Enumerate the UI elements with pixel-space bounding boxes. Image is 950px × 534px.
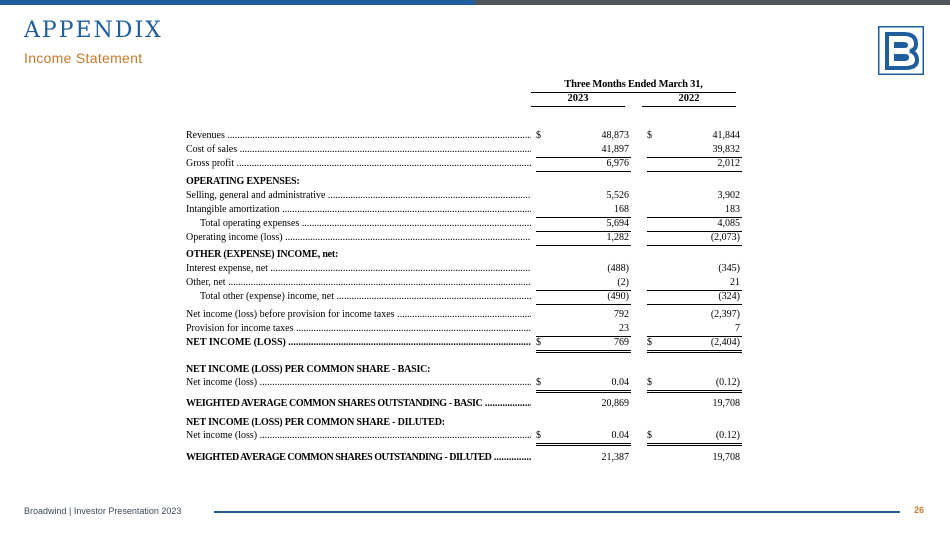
row-basic-shares bbox=[186, 398, 738, 412]
page-subtitle: Income Statement bbox=[24, 50, 143, 66]
section-heading-other-income: OTHER (EXPENSE) INCOME, net: bbox=[186, 249, 339, 260]
value-2023: 21,387 bbox=[601, 452, 629, 463]
column-header-2023: 2023 bbox=[531, 93, 625, 107]
row-label: Selling, general and administrative ..... bbox=[186, 190, 531, 201]
value-2023: 0.04 bbox=[611, 430, 629, 441]
value-2022: 2,012 bbox=[717, 158, 740, 169]
value-2023: (2) bbox=[617, 277, 629, 288]
row-sga bbox=[186, 190, 738, 204]
row-label: Operating income (loss) ..... bbox=[186, 232, 531, 243]
value-2022: 19,708 bbox=[712, 398, 740, 409]
page-title: APPENDIX bbox=[24, 18, 163, 43]
row-diluted-shares bbox=[186, 452, 738, 466]
row-basic-eps bbox=[186, 377, 738, 391]
currency-symbol: $ bbox=[536, 130, 541, 141]
currency-symbol: $ bbox=[536, 337, 541, 348]
row-label: Net income (loss) ..... bbox=[186, 430, 531, 441]
value-2023: 769 bbox=[614, 337, 629, 348]
value-2023: 6,976 bbox=[606, 158, 629, 169]
value-2022: (2,397) bbox=[710, 309, 740, 320]
value-2022: (0.12) bbox=[715, 377, 740, 388]
row-label: Intangible amortization ..... bbox=[186, 204, 531, 215]
row-diluted-eps bbox=[186, 430, 738, 444]
row-label: NET INCOME (LOSS) ..... bbox=[186, 337, 531, 348]
value-2022: (345) bbox=[718, 263, 740, 274]
row-pretax-income bbox=[186, 309, 738, 323]
value-2023: 41,897 bbox=[601, 144, 629, 155]
row-label: Net income (loss) ..... bbox=[186, 377, 531, 388]
row-label: WEIGHTED AVERAGE COMMON SHARES OUTSTANDING - DILUTED ..... bbox=[186, 452, 531, 463]
row-cost-of-sales bbox=[186, 144, 738, 158]
value-2023: 23 bbox=[619, 323, 629, 334]
value-2022: (2,073) bbox=[710, 232, 740, 243]
row-total-operating-expenses bbox=[186, 218, 738, 232]
row-operating-income bbox=[186, 232, 738, 246]
value-2022: 3,902 bbox=[717, 190, 740, 201]
section-heading-basic-eps: NET INCOME (LOSS) PER COMMON SHARE - BASIC: bbox=[186, 364, 431, 375]
value-2022: 39,832 bbox=[712, 144, 740, 155]
value-2023: 20,869 bbox=[601, 398, 629, 409]
value-2022: 21 bbox=[730, 277, 740, 288]
value-2022: 19,708 bbox=[712, 452, 740, 463]
footer-text: Broadwind | Investor Presentation 2023 bbox=[24, 506, 182, 516]
currency-symbol: $ bbox=[647, 377, 652, 388]
row-label: Gross profit ..... bbox=[186, 158, 531, 169]
page-number: 26 bbox=[914, 505, 925, 515]
value-2022: 183 bbox=[725, 204, 740, 215]
row-label: Total other (expense) income, net ..... bbox=[186, 291, 531, 302]
currency-symbol: $ bbox=[647, 130, 652, 141]
value-2023: 5,526 bbox=[606, 190, 629, 201]
value-2023: 48,873 bbox=[601, 130, 629, 141]
row-total-other bbox=[186, 291, 738, 305]
value-2022: (0.12) bbox=[715, 430, 740, 441]
value-2022: (324) bbox=[718, 291, 740, 302]
value-2022: 4,085 bbox=[717, 218, 740, 229]
value-2023: (488) bbox=[607, 263, 629, 274]
top-accent-bar-gray bbox=[475, 0, 950, 5]
currency-symbol: $ bbox=[536, 377, 541, 388]
row-label: Cost of sales ..... bbox=[186, 144, 531, 155]
row-label: WEIGHTED AVERAGE COMMON SHARES OUTSTANDING - BASIC ..... bbox=[186, 398, 531, 409]
column-header-2022: 2022 bbox=[642, 93, 736, 107]
top-accent-bar bbox=[0, 0, 475, 5]
row-other-net bbox=[186, 277, 738, 291]
footer-divider bbox=[214, 511, 900, 513]
currency-symbol: $ bbox=[536, 430, 541, 441]
value-2022: 7 bbox=[735, 323, 740, 334]
value-2022: (2,404) bbox=[710, 337, 740, 348]
section-heading-operating-expenses: OPERATING EXPENSES: bbox=[186, 176, 300, 187]
period-header: Three Months Ended March 31, bbox=[531, 79, 736, 93]
row-revenues bbox=[186, 130, 738, 144]
currency-symbol: $ bbox=[647, 430, 652, 441]
value-2023: 0.04 bbox=[611, 377, 629, 388]
row-interest-expense bbox=[186, 263, 738, 277]
row-income-taxes bbox=[186, 323, 738, 337]
value-2023: 792 bbox=[614, 309, 629, 320]
row-label: Other, net ..... bbox=[186, 277, 531, 288]
row-intangible-amortization bbox=[186, 204, 738, 218]
value-2023: (490) bbox=[607, 291, 629, 302]
value-2023: 168 bbox=[614, 204, 629, 215]
row-label: Provision for income taxes ..... bbox=[186, 323, 531, 334]
row-label: Total operating expenses ..... bbox=[186, 218, 531, 229]
section-heading-diluted-eps: NET INCOME (LOSS) PER COMMON SHARE - DILUTED: bbox=[186, 417, 445, 428]
value-2023: 1,282 bbox=[606, 232, 629, 243]
row-label: Revenues ..... bbox=[186, 130, 531, 141]
value-2022: 41,844 bbox=[712, 130, 740, 141]
row-gross-profit bbox=[186, 158, 738, 172]
currency-symbol: $ bbox=[647, 337, 652, 348]
row-label: Net income (loss) before provision for income taxes ..... bbox=[186, 309, 531, 320]
value-2023: 5,694 bbox=[606, 218, 629, 229]
broadwind-logo-icon bbox=[878, 26, 924, 75]
row-net-income bbox=[186, 337, 738, 351]
row-label: Interest expense, net ..... bbox=[186, 263, 531, 274]
